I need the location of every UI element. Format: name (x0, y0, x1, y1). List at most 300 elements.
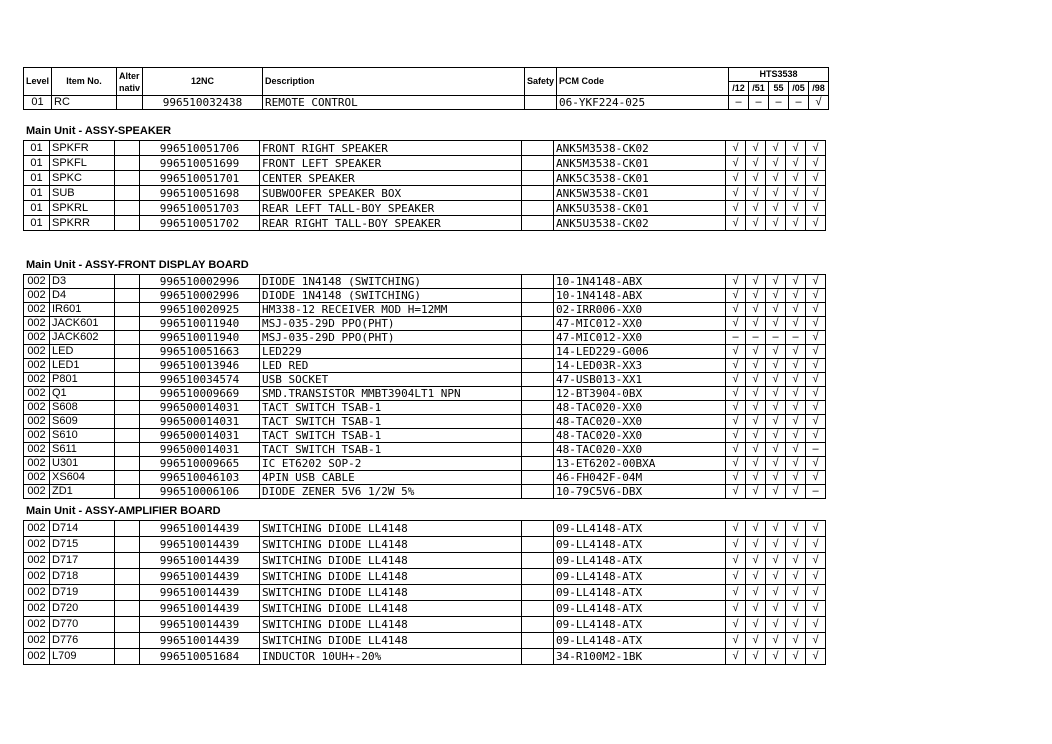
table-row (24, 401, 826, 415)
level-cell: 002 (24, 521, 50, 537)
variant-mark: √ (786, 201, 806, 216)
description-cell: SWITCHING DIODE LL4148 (260, 617, 522, 633)
variant-mark: √ (746, 317, 766, 331)
level-cell: 002 (24, 373, 50, 387)
variant-mark: – (786, 331, 806, 345)
col-header-level: Level (24, 68, 52, 96)
table-row (24, 485, 826, 499)
variant-mark: √ (766, 585, 786, 601)
level-cell: 002 (24, 585, 50, 601)
variant-mark: √ (726, 569, 746, 585)
nc-cell: 996510014439 (140, 585, 260, 601)
level-cell: 002 (24, 633, 50, 649)
level-cell: 002 (24, 303, 50, 317)
variant-mark: – (749, 96, 769, 110)
safety-cell (522, 401, 554, 415)
variant-mark: √ (726, 317, 746, 331)
description-cell: SUBWOOFER SPEAKER BOX (260, 186, 522, 201)
nc-cell: 996510011940 (140, 331, 260, 345)
variant-mark: √ (766, 415, 786, 429)
nc-cell: 996510014439 (140, 617, 260, 633)
variant-mark: √ (746, 387, 766, 401)
variant-mark: √ (786, 633, 806, 649)
table-row (24, 186, 826, 201)
variant-mark: √ (726, 585, 746, 601)
variant-mark: √ (809, 96, 829, 110)
variant-mark: – (746, 331, 766, 345)
alternative-cell (115, 275, 140, 289)
col-header-safety: Safety (525, 68, 557, 96)
variant-mark: √ (746, 443, 766, 457)
description-cell: DIODE 1N4148 (SWITCHING) (260, 289, 522, 303)
alternative-cell (115, 216, 140, 231)
pcm-code-cell: 10-1N4148-ABX (554, 275, 726, 289)
variant-mark: √ (746, 303, 766, 317)
alternative-cell (115, 373, 140, 387)
variant-mark: √ (786, 553, 806, 569)
level-cell: 002 (24, 601, 50, 617)
variant-mark: √ (746, 156, 766, 171)
variant-mark: √ (766, 471, 786, 485)
variant-mark: √ (806, 345, 826, 359)
variant-mark: √ (806, 171, 826, 186)
alternative-cell (115, 553, 140, 569)
alternative-cell (115, 303, 140, 317)
nc-cell: 996500014031 (140, 443, 260, 457)
variant-mark: √ (726, 156, 746, 171)
variant-mark: √ (806, 585, 826, 601)
pcm-code-cell: 09-LL4148-ATX (554, 617, 726, 633)
item-no-cell: SPKFR (50, 141, 115, 156)
nc-cell: 996510014439 (140, 553, 260, 569)
level-cell: 01 (24, 201, 50, 216)
item-no-cell: D715 (50, 537, 115, 553)
item-no-cell: D776 (50, 633, 115, 649)
table-row (24, 649, 826, 665)
col-header-12nc: 12NC (143, 68, 263, 96)
safety-cell (522, 443, 554, 457)
table-row (24, 585, 826, 601)
description-cell: INDUCTOR 10UH+-20% (260, 649, 522, 665)
level-cell: 002 (24, 457, 50, 471)
table-row (24, 141, 826, 156)
item-no-cell: D4 (50, 289, 115, 303)
level-cell: 002 (24, 429, 50, 443)
variant-mark: √ (726, 457, 746, 471)
alternative-cell (115, 345, 140, 359)
alternative-cell (115, 201, 140, 216)
safety-cell (522, 415, 554, 429)
variant-mark: √ (746, 601, 766, 617)
variant-mark: √ (806, 331, 826, 345)
variant-mark: √ (806, 401, 826, 415)
nc-cell: 996510013946 (140, 359, 260, 373)
alternative-cell (115, 601, 140, 617)
variant-mark: √ (806, 156, 826, 171)
safety-cell (522, 359, 554, 373)
safety-cell (522, 171, 554, 186)
pcm-code-cell: 10-79C5V6-DBX (554, 485, 726, 499)
item-no-cell: D717 (50, 553, 115, 569)
nc-cell: 996510051701 (140, 171, 260, 186)
variant-mark: √ (806, 387, 826, 401)
variant-mark: √ (746, 585, 766, 601)
variant-mark: √ (766, 171, 786, 186)
safety-cell (522, 429, 554, 443)
alternative-cell (115, 401, 140, 415)
item-no-cell: U301 (50, 457, 115, 471)
nc-cell: 996500014031 (140, 429, 260, 443)
variant-mark: √ (726, 601, 746, 617)
table-row (24, 373, 826, 387)
item-no-cell: LED (50, 345, 115, 359)
safety-cell (522, 471, 554, 485)
variant-mark: √ (806, 521, 826, 537)
table-row (24, 443, 826, 457)
item-no-cell: D720 (50, 601, 115, 617)
variant-mark: √ (746, 401, 766, 415)
variant-mark: – (806, 485, 826, 499)
variant-mark: √ (786, 373, 806, 387)
variant-mark: √ (806, 186, 826, 201)
variant-mark: √ (806, 537, 826, 553)
nc-cell: 996510051663 (140, 345, 260, 359)
table-row (24, 471, 826, 485)
table-row (24, 457, 826, 471)
nc-cell: 996510014439 (140, 633, 260, 649)
variant-mark: √ (746, 201, 766, 216)
description-cell: 4PIN USB CABLE (260, 471, 522, 485)
nc-cell: 996510009665 (140, 457, 260, 471)
variant-mark: √ (726, 289, 746, 303)
pcm-code-cell: 47-MIC012-XX0 (554, 317, 726, 331)
nc-cell: 996510009669 (140, 387, 260, 401)
variant-mark: √ (726, 649, 746, 665)
variant-mark: √ (806, 601, 826, 617)
pcm-code-cell: ANK5M3538-CK02 (554, 141, 726, 156)
variant-mark: √ (746, 415, 766, 429)
description-cell: IC ET6202 SOP-2 (260, 457, 522, 471)
variant-mark: √ (746, 186, 766, 201)
table-row (24, 275, 826, 289)
level-cell: 002 (24, 537, 50, 553)
table-row (24, 201, 826, 216)
pcm-code-cell: 13-ET6202-00BXA (554, 457, 726, 471)
alternative-cell (115, 457, 140, 471)
alternative-cell (115, 633, 140, 649)
description-cell: FRONT RIGHT SPEAKER (260, 141, 522, 156)
table-row (24, 289, 826, 303)
variant-mark: √ (726, 373, 746, 387)
item-no-cell: D718 (50, 569, 115, 585)
variant-mark: √ (806, 289, 826, 303)
safety-cell (522, 141, 554, 156)
item-no-cell: S609 (50, 415, 115, 429)
header-table (23, 67, 829, 110)
alternative-cell (115, 289, 140, 303)
pcm-code-cell: 46-FH042F-04M (554, 471, 726, 485)
variant-mark: √ (806, 201, 826, 216)
pcm-code-cell: 09-LL4148-ATX (554, 601, 726, 617)
variant-mark: √ (726, 303, 746, 317)
item-no-cell: D3 (50, 275, 115, 289)
table-row (24, 303, 826, 317)
section-title: Main Unit - ASSY-SPEAKER (26, 125, 172, 137)
level-cell: 01 (24, 96, 52, 110)
description-cell: SWITCHING DIODE LL4148 (260, 601, 522, 617)
nc-cell: 996510002996 (140, 275, 260, 289)
col-header-model: HTS3538 (729, 68, 829, 82)
speaker-table (23, 140, 826, 231)
safety-cell (522, 387, 554, 401)
nc-cell: 996500014031 (140, 415, 260, 429)
variant-mark: √ (746, 275, 766, 289)
alternative-cell (115, 186, 140, 201)
alternative-cell (115, 156, 140, 171)
alternative-cell (115, 415, 140, 429)
description-cell: MSJ-035-29D PPO(PHT) (260, 317, 522, 331)
item-no-cell: SPKC (50, 171, 115, 186)
variant-mark: √ (766, 289, 786, 303)
level-cell: 002 (24, 387, 50, 401)
alternative-cell (115, 471, 140, 485)
safety-cell (522, 331, 554, 345)
pcm-code-cell: 09-LL4148-ATX (554, 585, 726, 601)
variant-mark: √ (766, 457, 786, 471)
description-cell: DIODE 1N4148 (SWITCHING) (260, 275, 522, 289)
level-cell: 002 (24, 289, 50, 303)
nc-cell: 996510051706 (140, 141, 260, 156)
safety-cell (522, 617, 554, 633)
pcm-code-cell: 48-TAC020-XX0 (554, 443, 726, 457)
variant-mark: √ (786, 443, 806, 457)
alternative-cell (115, 171, 140, 186)
description-cell: USB SOCKET (260, 373, 522, 387)
level-cell: 002 (24, 275, 50, 289)
variant-mark: √ (726, 186, 746, 201)
item-no-cell: LED1 (50, 359, 115, 373)
safety-cell (522, 569, 554, 585)
safety-cell (522, 585, 554, 601)
item-no-cell: RC (52, 96, 117, 110)
variant-mark: √ (746, 633, 766, 649)
variant-mark: √ (766, 537, 786, 553)
item-no-cell: IR601 (50, 303, 115, 317)
variant-mark: √ (726, 216, 746, 231)
variant-mark: √ (806, 373, 826, 387)
variant-mark: – (729, 96, 749, 110)
level-cell: 002 (24, 553, 50, 569)
variant-mark: √ (746, 553, 766, 569)
pcm-code-cell: 09-LL4148-ATX (554, 521, 726, 537)
pcm-code-cell: 14-LED03R-XX3 (554, 359, 726, 373)
variant-mark: √ (726, 429, 746, 443)
col-header-variant: /05 (789, 82, 809, 96)
level-cell: 002 (24, 331, 50, 345)
variant-mark: √ (786, 471, 806, 485)
level-cell: 002 (24, 649, 50, 665)
variant-mark: √ (766, 521, 786, 537)
table-row (24, 331, 826, 345)
pcm-code-cell: 09-LL4148-ATX (554, 569, 726, 585)
variant-mark: √ (746, 359, 766, 373)
description-cell: TACT SWITCH TSAB-1 (260, 429, 522, 443)
variant-mark: √ (766, 359, 786, 373)
table-row (24, 387, 826, 401)
variant-mark: √ (786, 186, 806, 201)
safety-cell (522, 457, 554, 471)
nc-cell: 996510051702 (140, 216, 260, 231)
variant-mark: √ (806, 633, 826, 649)
section-title: Main Unit - ASSY-AMPLIFIER BOARD (26, 505, 221, 517)
variant-mark: √ (786, 485, 806, 499)
safety-cell (522, 537, 554, 553)
alternative-cell (115, 443, 140, 457)
description-cell: LED229 (260, 345, 522, 359)
pcm-code-cell: ANK5U3538-CK01 (554, 201, 726, 216)
safety-cell (525, 96, 557, 110)
table-row (24, 171, 826, 186)
col-header-pcm-code: PCM Code (557, 68, 729, 96)
variant-mark: √ (786, 345, 806, 359)
section-title: Main Unit - ASSY-FRONT DISPLAY BOARD (26, 259, 249, 271)
nc-cell: 996510014439 (140, 537, 260, 553)
variant-mark: √ (786, 387, 806, 401)
description-cell: REMOTE CONTROL (263, 96, 525, 110)
item-no-cell: JACK601 (50, 317, 115, 331)
variant-mark: √ (766, 345, 786, 359)
safety-cell (522, 201, 554, 216)
variant-mark: √ (746, 649, 766, 665)
variant-mark: √ (726, 201, 746, 216)
variant-mark: √ (786, 649, 806, 665)
variant-mark: √ (786, 171, 806, 186)
variant-mark: √ (766, 617, 786, 633)
variant-mark: √ (726, 275, 746, 289)
item-no-cell: S608 (50, 401, 115, 415)
pcm-code-cell: 47-USB013-XX1 (554, 373, 726, 387)
col-header-variant: 55 (769, 82, 789, 96)
variant-mark: √ (746, 289, 766, 303)
description-cell: TACT SWITCH TSAB-1 (260, 443, 522, 457)
item-no-cell: Q1 (50, 387, 115, 401)
table-row (24, 633, 826, 649)
table-row (24, 617, 826, 633)
variant-mark: √ (766, 569, 786, 585)
variant-mark: √ (726, 141, 746, 156)
variant-mark: – (726, 331, 746, 345)
pcm-code-cell: 10-1N4148-ABX (554, 289, 726, 303)
item-no-cell: S611 (50, 443, 115, 457)
nc-cell: 996510046103 (140, 471, 260, 485)
variant-mark: √ (806, 303, 826, 317)
level-cell: 002 (24, 485, 50, 499)
pcm-code-cell: 09-LL4148-ATX (554, 553, 726, 569)
nc-cell: 996510014439 (140, 521, 260, 537)
pcm-code-cell: 14-LED229-G006 (554, 345, 726, 359)
nc-cell: 996510014439 (140, 601, 260, 617)
safety-cell (522, 553, 554, 569)
pcm-code-cell: ANK5W3538-CK01 (554, 186, 726, 201)
variant-mark: √ (746, 429, 766, 443)
level-cell: 01 (24, 156, 50, 171)
variant-mark: √ (766, 401, 786, 415)
variant-mark: √ (766, 317, 786, 331)
item-no-cell: L709 (50, 649, 115, 665)
pcm-code-cell: 12-BT3904-0BX (554, 387, 726, 401)
variant-mark: √ (726, 485, 746, 499)
variant-mark: √ (766, 201, 786, 216)
variant-mark: √ (746, 471, 766, 485)
pcm-code-cell: ANK5U3538-CK02 (554, 216, 726, 231)
alternative-cell (115, 429, 140, 443)
item-no-cell: SPKRR (50, 216, 115, 231)
variant-mark: √ (726, 443, 746, 457)
variant-mark: √ (766, 186, 786, 201)
item-no-cell: P801 (50, 373, 115, 387)
variant-mark: √ (726, 387, 746, 401)
description-cell: MSJ-035-29D PPO(PHT) (260, 331, 522, 345)
safety-cell (522, 317, 554, 331)
level-cell: 002 (24, 401, 50, 415)
safety-cell (522, 289, 554, 303)
variant-mark: √ (726, 171, 746, 186)
variant-mark: √ (806, 216, 826, 231)
alternative-cell (115, 317, 140, 331)
alternative-cell (115, 585, 140, 601)
table-row (24, 345, 826, 359)
item-no-cell: S610 (50, 429, 115, 443)
variant-mark: √ (786, 429, 806, 443)
variant-mark: √ (806, 359, 826, 373)
col-header-variant: /98 (809, 82, 829, 96)
variant-mark: √ (806, 275, 826, 289)
pcm-code-cell: 48-TAC020-XX0 (554, 415, 726, 429)
description-cell: SWITCHING DIODE LL4148 (260, 633, 522, 649)
variant-mark: √ (726, 345, 746, 359)
variant-mark: – (766, 331, 786, 345)
level-cell: 002 (24, 443, 50, 457)
variant-mark: √ (786, 601, 806, 617)
variant-mark: √ (766, 141, 786, 156)
nc-cell: 996510051703 (140, 201, 260, 216)
alternative-cell (115, 485, 140, 499)
nc-cell: 996510014439 (140, 569, 260, 585)
variant-mark: √ (726, 359, 746, 373)
nc-cell: 996510011940 (140, 317, 260, 331)
variant-mark: √ (746, 345, 766, 359)
safety-cell (522, 521, 554, 537)
alternative-cell (115, 649, 140, 665)
variant-mark: √ (726, 553, 746, 569)
variant-mark: √ (786, 156, 806, 171)
table-row (24, 521, 826, 537)
pcm-code-cell: 09-LL4148-ATX (554, 537, 726, 553)
table-row (24, 569, 826, 585)
pcm-code-cell: 47-MIC012-XX0 (554, 331, 726, 345)
variant-mark: √ (786, 537, 806, 553)
item-no-cell: XS604 (50, 471, 115, 485)
alternative-cell (115, 141, 140, 156)
variant-mark: √ (746, 569, 766, 585)
alternative-cell (115, 617, 140, 633)
pcm-code-cell: 09-LL4148-ATX (554, 633, 726, 649)
variant-mark: √ (786, 569, 806, 585)
level-cell: 002 (24, 471, 50, 485)
safety-cell (522, 601, 554, 617)
description-cell: FRONT LEFT SPEAKER (260, 156, 522, 171)
nc-cell: 996510032438 (143, 96, 263, 110)
